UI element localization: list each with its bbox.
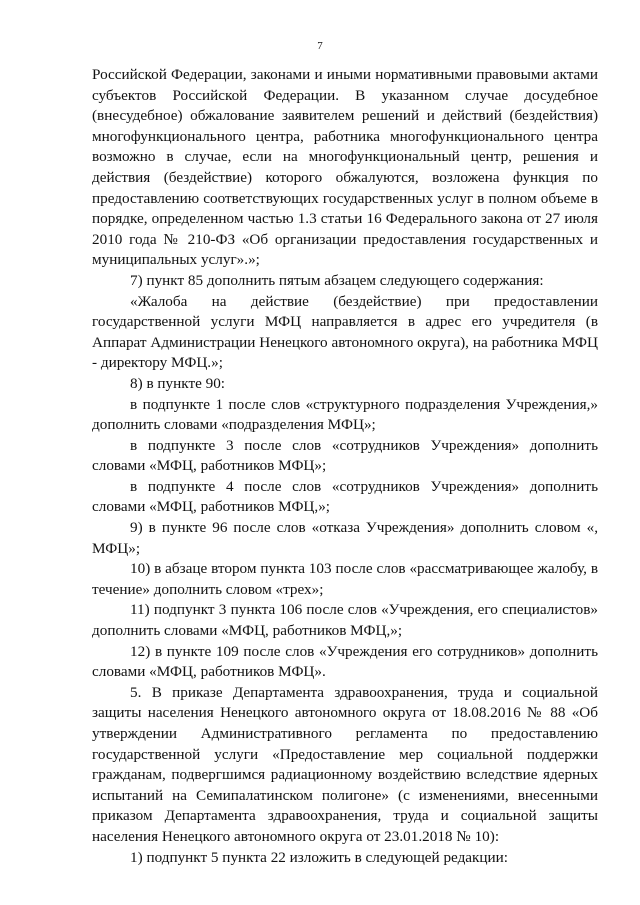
paragraph-item-12: 12) в пункте 109 после слов «Учреждения его сотрудников» дополнить словами «МФЦ, работников МФЦ». xyxy=(92,642,598,681)
paragraph-item-10: 10) в абзаце втором пункта 103 после слов «рассматривающее жалобу, в течение» дополнить словом «трех»; xyxy=(92,560,598,598)
paragraph-subitem-3: в подпункте 3 после слов «сотрудников Учреждения» дополнить словами «МФЦ, работников МФЦ»; xyxy=(92,436,598,475)
paragraph-item-8: 8) в пункте 90: xyxy=(130,374,226,392)
paragraph-section-5: 5. В приказе Департамента здравоохранения, труда и социальной защиты населения Ненецкого автономного округа от 18.08.2016 № 88 «Об утверждении Административного регламента по предоставлению государственной услуги «Предоставление мер социальной поддержки гражданам, подвергшимся радиационному воздействию вследствие ядерных испытаний на Семипалатинском полигоне» (с изменениями, внесенными приказом Департамента здравоохранения, труда и социальной защиты населения Ненецкого автономного округа от 23.01.2018 № 10): xyxy=(92,683,598,845)
page-number: 7 xyxy=(317,40,323,52)
paragraph-item-7: 7) пункт 85 дополнить пятым абзацем следующего содержания: xyxy=(130,271,544,289)
paragraph-subitem-1: в подпункте 1 после слов «структурного подразделения Учреждения,» дополнить словами «подразделения МФЦ»; xyxy=(92,395,598,434)
paragraph-quote-complaint: «Жалоба на действие (бездействие) при предоставлении государственной услуги МФЦ направляется в адрес его учредителя (в Аппарат Администрации Ненецкого автономного округа), на работника МФЦ - директору МФЦ.»; xyxy=(92,292,598,372)
paragraph-subitem-4: в подпункте 4 после слов «сотрудников Учреждения» дополнить словами «МФЦ, работников МФЦ,»; xyxy=(92,477,598,516)
paragraph-section-5-item-1: 1) подпункт 5 пункта 22 изложить в следующей редакции: xyxy=(130,848,509,866)
paragraph-item-11: 11) подпункт 3 пункта 106 после слов «Учреждения, его специалистов» дополнить словами «МФЦ, работников МФЦ,»; xyxy=(92,601,598,640)
paragraph-continuation: Российской Федерации, законами и иными нормативными правовыми актами субъектов Российской Федерации. В указанном случае досудебное (внесудебное) обжалование заявителем решений и действий (бездействия) многофункционального центра, работника многофункционального центра возможно в случае, если на многофункциональный центр, решения и действия (бездействие) которого обжалуются, возложена функция по предоставлению соответствующих государственных услуг в полном объеме в порядке, определенном частью 1.3 статьи 16 Федерального закона от 27 июля 2010 года № 210-ФЗ «Об организации предоставления государственных и муниципальных услуг».»; xyxy=(92,66,598,269)
paragraph-item-9: 9) в пункте 96 после слов «отказа Учреждения» дополнить словом «, МФЦ»; xyxy=(92,519,598,557)
document-body xyxy=(92,65,598,868)
